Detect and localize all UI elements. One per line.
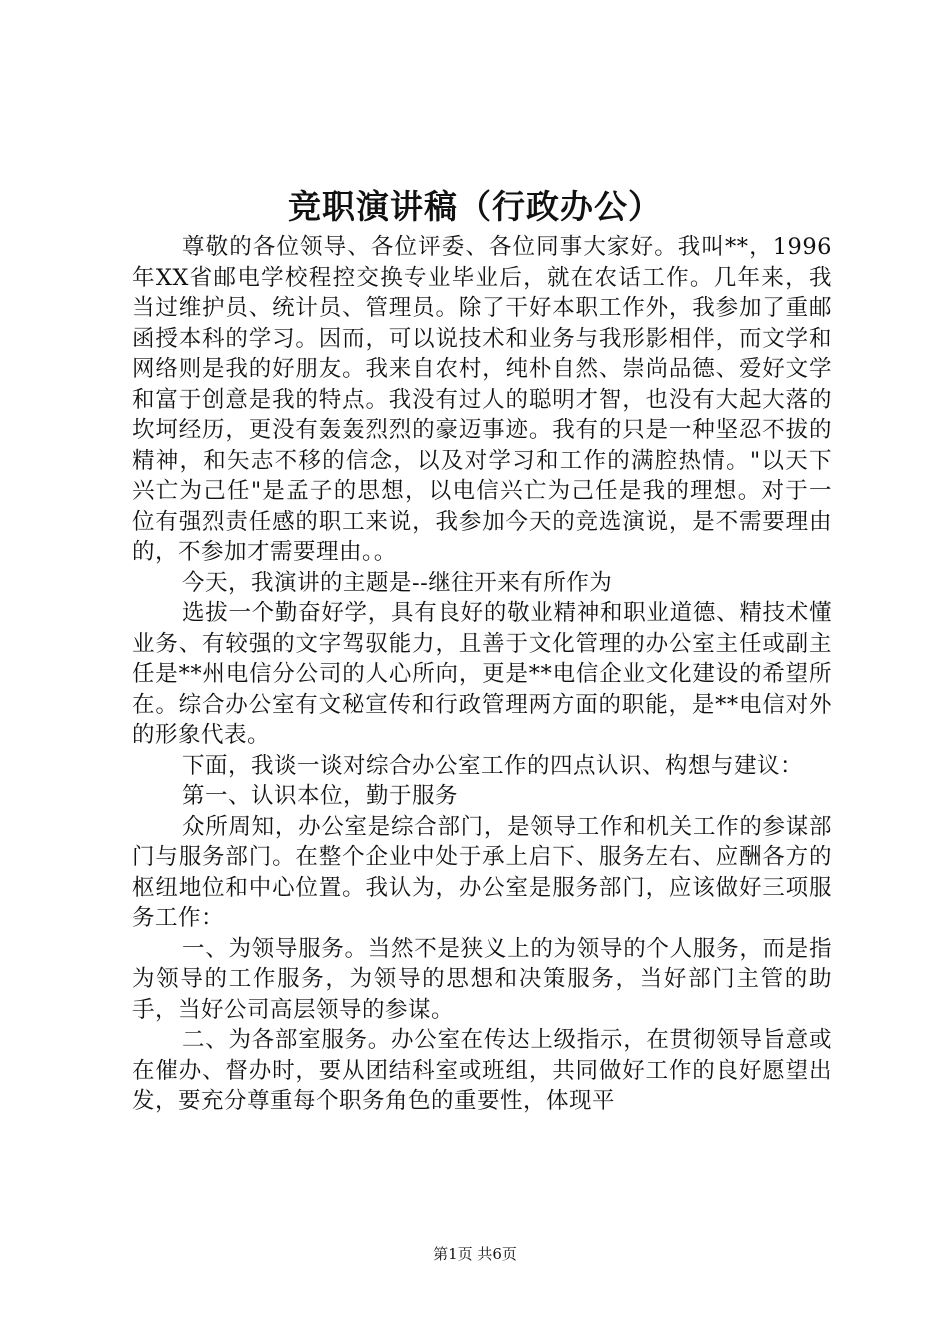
paragraph-serve-leaders: 一、为领导服务。当然不是狭义上的为领导的个人服务，而是指为领导的工作服务，为领导的思想和决策服务，当好部门主管的助手，当好公司高层领导的参谋。	[132, 935, 832, 1023]
paragraph-intro-points: 下面，我谈一谈对综合办公室工作的四点认识、构想与建议：	[182, 752, 804, 779]
paragraph-office-role: 众所周知，办公室是综合部门，是领导工作和机关工作的参谋部门与服务部门。在整个企业中处于承上启下、服务左右、应酬各方的枢纽地位和中心位置。我认为，办公室是服务部门，应该做好三项服务工作：	[132, 813, 832, 931]
paragraph-selection: 选拔一个勤奋好学，具有良好的敬业精神和职业道德、精技术懂业务、有较强的文字驾驭能力，且善于文化管理的办公室主任或副主任是**州电信分公司的人心所向，更是**电信企业文化建设的希望所在。综合办公室有文秘宣传和行政管理两方面的职能，是**电信对外的形象代表。	[132, 600, 832, 748]
paragraph-heading-first: 第一、认识本位，勤于服务	[182, 783, 459, 809]
page-footer: 第1页 共6页	[433, 1245, 517, 1263]
paragraph-theme: 今天，我演讲的主题是--继往开来有所作为	[182, 569, 613, 596]
paragraph-serve-departments: 二、为各部室服务。办公室在传达上级指示，在贯彻领导旨意或在催办、督办时，要从团结科室或班组，共同做好工作的良好愿望出发，要充分尊重每个职务角色的重要性，体现平	[132, 1027, 832, 1114]
paragraph-greeting: 尊敬的各位领导、各位评委、各位同事大家好。我叫**，1996年XX省邮电学校程控交换专业毕业后，就在农话工作。几年来，我当过维护员、统计员、管理员。除了干好本职工作外，我参加了重邮函授本科的学习。因而，可以说技术和业务与我形影相伴，而文学和网络则是我的好朋友。我来自农村，纯朴自然、崇尚品德、爱好文学和富于创意是我的特点。我没有过人的聪明才智，也没有大起大落的坎坷经历，更没有轰轰烈烈的豪迈事迹。我有的只是一种坚忍不拔的精神，和矢志不移的信念，以及对学习和工作的满腔热情。"以天下兴亡为己任"是孟子的思想，以电信兴亡为己任是我的理想。对于一位有强烈责任感的职工来说，我参加今天的竞选演说，是不需要理由的，不参加才需要理由。。	[132, 234, 832, 565]
document-title: 竞职演讲稿（行政办公）	[288, 187, 662, 226]
document-body	[132, 232, 832, 1117]
